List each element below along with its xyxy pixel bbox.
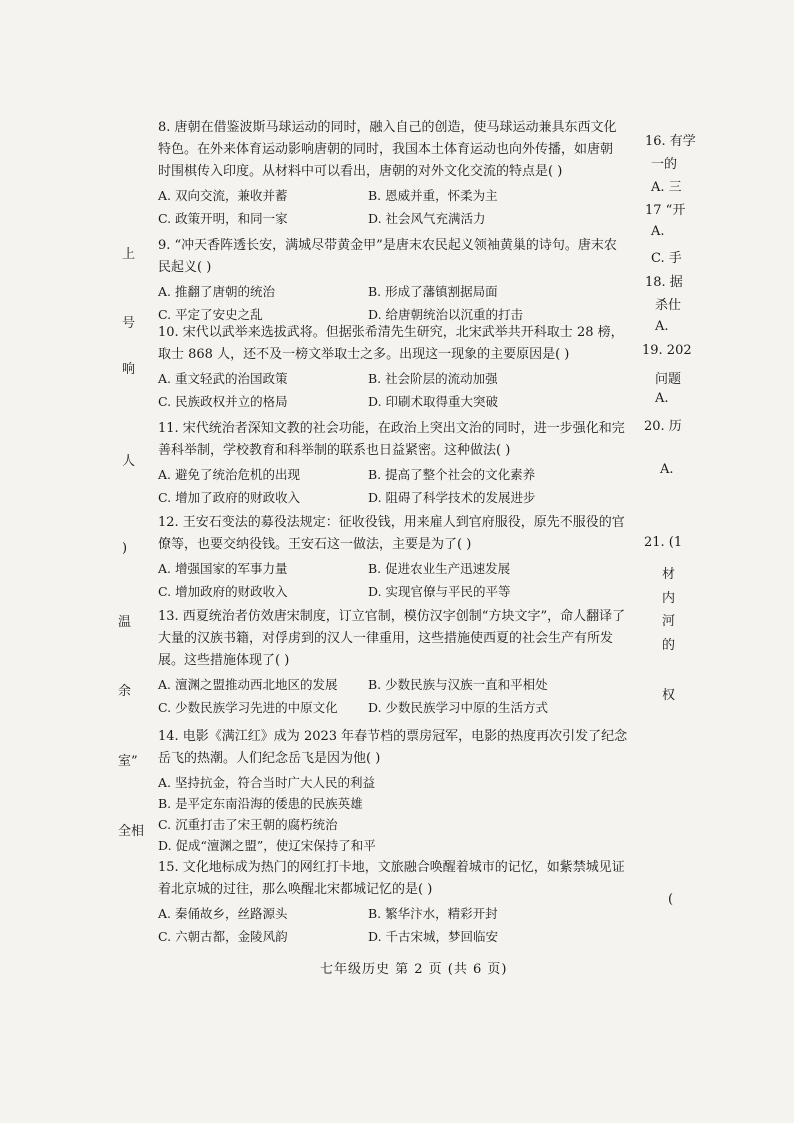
question-stem: 13. 西夏统治者仿效唐宋制度，订立官制，模仿汉字创制“方块文字”，命人翻译了大量的汉族书籍，对俘虏到的汉人一律重用，这些措施使西夏的社会生产有所发展。这些措施体现了( ) — [158, 609, 626, 668]
option-a: A. 秦俑故乡，丝路源头 — [158, 906, 288, 921]
question-13 — [158, 606, 636, 718]
right-edge-text: 材 — [662, 567, 676, 582]
options — [158, 558, 628, 602]
right-edge-text: A. — [651, 224, 665, 239]
right-edge-text: 19. 202 — [642, 343, 692, 358]
question-stem: 15. 文化地标成为热门的网红打卡地，文旅融合唤醒着城市的记忆，如紫禁城见证着北京城的过往，那么唤醒北宋都城记忆的是( ) — [158, 860, 625, 897]
question-11 — [158, 418, 628, 508]
right-edge-text: A. — [655, 391, 669, 406]
options — [158, 281, 620, 325]
right-edge-text: 河 — [662, 614, 676, 629]
question-stem: 10. 宋代以武举来选拔武将。但据张希清先生研究，北宋武举共开科取士 28 榜，取士 868 人，还不及一榜文举取士之多。出现这一现象的主要原因是( ) — [158, 325, 624, 362]
option-c: C. 增加了政府的财政收入 — [158, 490, 301, 505]
page-footer: 七年级历史 第 2 页 (共 6 页) — [320, 962, 508, 977]
question-14 — [158, 726, 636, 856]
option-c: C. 民族政权并立的格局 — [158, 394, 288, 409]
right-edge-text: 杀仕 — [655, 298, 682, 313]
option-d: D. 促成“澶渊之盟”，使辽宋保持了和平 — [158, 838, 376, 853]
question-stem: 14. 电影《满江红》成为 2023 年春节档的票房冠军，电影的热度再次引发了纪念岳飞的热潮。人们纪念岳飞是因为他( ) — [158, 729, 628, 766]
options — [158, 674, 636, 718]
question-stem: 8. 唐朝在借鉴波斯马球运动的同时，融入自己的创造，使马球运动兼具东西文化特色。在外来体育运动影响唐朝的同时，我国本土体育运动也向外传播，如唐朝时围棋传入印度。从材料中可以看出，唐朝的对外文化交流的特点是( ) — [158, 120, 617, 179]
option-a: A. 双向交流，兼收并蓄 — [158, 188, 288, 203]
option-b: B. 繁华汴水，精彩开封 — [368, 906, 498, 921]
question-15 — [158, 857, 636, 947]
question-stem: 12. 王安石变法的募役法规定：征收役钱，用来雇人到官府服役，原先不服役的官僚等，也要交纳役钱。王安石这一做法，主要是为了( ) — [158, 515, 625, 552]
left-edge-text: 响 — [122, 362, 136, 377]
question-12 — [158, 512, 628, 602]
right-edge-text: 权 — [662, 688, 676, 703]
option-a: A. 坚持抗金，符合当时广大人民的利益 — [158, 775, 375, 790]
option-a: A. 避免了统治危机的出现 — [158, 467, 300, 482]
left-edge-text: 余 — [118, 684, 132, 699]
right-edge-text: 21. (1 — [644, 535, 683, 550]
options — [158, 368, 628, 412]
option-c: C. 平定了安史之乱 — [158, 307, 263, 322]
question-10 — [158, 322, 628, 412]
left-edge-text: ) — [122, 541, 128, 556]
right-edge-text: A. — [655, 319, 669, 334]
question-stem: 9. “冲天香阵透长安，满城尽带黄金甲”是唐末农民起义领袖黄巢的诗句。唐末农民起义( ) — [158, 238, 617, 275]
right-edge-text: 20. 历 — [644, 419, 682, 434]
option-d: D. 实现官僚与平民的平等 — [368, 584, 511, 599]
question-8 — [158, 117, 620, 229]
left-edge-text: 号 — [122, 316, 136, 331]
right-edge-text: C. 手 — [651, 251, 682, 266]
option-d: D. 给唐朝统治以沉重的打击 — [368, 307, 524, 322]
right-edge-text: 的 — [662, 638, 676, 653]
right-edge-text: 内 — [662, 591, 676, 606]
option-d: D. 印刷术取得重大突破 — [368, 394, 499, 409]
options — [158, 464, 628, 508]
option-a: A. 增强国家的军事力量 — [158, 561, 288, 576]
question-stem: 11. 宋代统治者深知文教的社会功能，在政治上突出文治的同时，进一步强化和完善科举制，学校教育和科举制的联系也日益紧密。这种做法( ) — [158, 421, 625, 458]
option-d: D. 社会风气充满活力 — [368, 211, 486, 226]
option-a: A. 重文轻武的治国政策 — [158, 371, 288, 386]
option-b: B. 恩威并重，怀柔为主 — [368, 188, 498, 203]
left-edge-text: 温 — [118, 615, 132, 630]
left-edge-text: 室” — [118, 754, 138, 769]
left-edge-text: 人 — [122, 454, 136, 469]
option-a: A. 澶渊之盟推动西北地区的发展 — [158, 677, 338, 692]
right-edge-text: A. — [660, 462, 674, 477]
option-c: C. 六朝古都，金陵风韵 — [158, 929, 288, 944]
option-c: C. 政策开明，和同一家 — [158, 211, 288, 226]
options — [158, 772, 636, 856]
option-b: B. 是平定东南沿海的倭患的民族英雄 — [158, 796, 363, 811]
option-c: C. 增加政府的财政收入 — [158, 584, 288, 599]
right-edge-text: 一的 — [651, 157, 678, 172]
right-edge-text: 17 “开 — [645, 203, 686, 218]
option-b: B. 形成了藩镇割据局面 — [368, 284, 498, 299]
option-b: B. 提高了整个社会的文化素养 — [368, 467, 536, 482]
right-edge-text: 16. 有学 — [645, 134, 696, 149]
option-b: B. 促进农业生产迅速发展 — [368, 561, 511, 576]
option-c: C. 少数民族学习先进的中原文化 — [158, 700, 338, 715]
option-d: D. 千古宋城，梦回临安 — [368, 929, 499, 944]
option-b: B. 社会阶层的流动加强 — [368, 371, 498, 386]
right-edge-text: 18. 据 — [645, 275, 683, 290]
option-c: C. 沉重打击了宋王朝的腐朽统治 — [158, 817, 338, 832]
left-edge-text: 全相 — [118, 824, 145, 839]
right-edge-text: ( — [668, 892, 674, 907]
right-edge-text: A. 三 — [651, 180, 682, 195]
right-edge-text: 问题 — [655, 372, 682, 387]
option-a: A. 推翻了唐朝的统治 — [158, 284, 275, 299]
options — [158, 185, 620, 229]
left-edge-text: 上 — [122, 247, 136, 262]
question-9 — [158, 235, 620, 325]
option-d: D. 少数民族学习中原的生活方式 — [368, 700, 549, 715]
options — [158, 903, 636, 947]
option-d: D. 阻碍了科学技术的发展进步 — [368, 490, 536, 505]
option-b: B. 少数民族与汉族一直和平相处 — [368, 677, 548, 692]
